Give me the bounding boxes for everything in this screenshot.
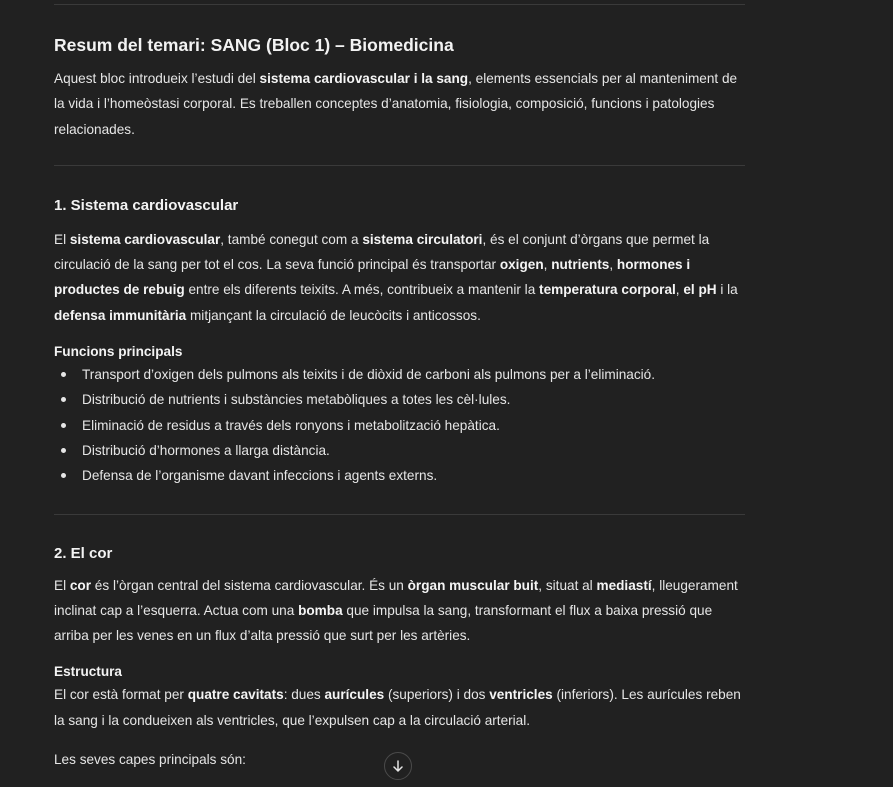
- functions-heading: Funcions principals: [54, 344, 183, 360]
- bold-text: sistema circulatori: [362, 231, 483, 247]
- bold-text: aurícules: [324, 687, 385, 703]
- section-heading-cardiovascular: 1. Sistema cardiovascular: [54, 196, 239, 214]
- structure-paragraph: [54, 682, 745, 733]
- text-run: (inferiors). Les aurícules reben la sang i la condueixen als ventricles, que l’expulsen cap a la circulació arterial.: [54, 687, 741, 728]
- bold-text: cor: [69, 577, 92, 593]
- list-item: Distribució d’hormones a llarga distància.: [54, 438, 745, 463]
- text-run: El: [54, 231, 70, 247]
- text-run: ,: [543, 257, 552, 273]
- section-heading-heart: 2. El cor: [54, 544, 113, 562]
- bold-text: òrgan muscular buit: [407, 577, 539, 593]
- bold-text: ventricles: [489, 687, 553, 703]
- text-run: , lleugerament inclinat cap a l’esquerra. Actua com una: [54, 577, 738, 618]
- bold-text: mediastí: [596, 577, 652, 593]
- structure-heading: Estructura: [54, 664, 122, 680]
- divider: [54, 514, 745, 515]
- text-run: i la: [716, 282, 738, 298]
- functions-list: [54, 362, 745, 488]
- bold-text: temperatura corporal: [539, 282, 676, 298]
- bold-text: quatre cavitats: [187, 687, 284, 703]
- text-run: que impulsa la sang, transformant el flux a baixa pressió que arriba per les venes en un flux d’alta pressió que surt per les artèries.: [54, 602, 713, 644]
- text-run: (superiors) i dos: [384, 687, 490, 703]
- bold-text: nutrients: [551, 257, 610, 273]
- text-run: : dues: [283, 687, 325, 703]
- list-item: Transport d’oxigen dels pulmons als teixits i de diòxid de carboni als pulmons per a l’eliminació.: [54, 362, 745, 387]
- text-run: Aquest bloc introdueix l’estudi del: [54, 71, 260, 86]
- bold-text: oxigen: [499, 257, 544, 273]
- scroll-to-bottom-button[interactable]: [384, 752, 412, 780]
- layers-intro: Les seves capes principals són:: [54, 752, 246, 768]
- cardiovascular-paragraph: [54, 227, 745, 328]
- list-item: Defensa de l’organisme davant infeccions i agents externs.: [54, 463, 745, 488]
- divider: [54, 165, 745, 166]
- divider: [54, 4, 745, 5]
- text-run: ,: [609, 257, 617, 273]
- bold-text: sistema cardiovascular i la sang: [259, 71, 469, 86]
- text-run: , elements essencials per al manteniment de la vida i l’homeòstasi corporal. Es treballen conceptes d’anatomia, fisiologia, composició, funcions i patologies relacionades.: [54, 71, 738, 137]
- text-run: El cor està format per: [54, 687, 188, 703]
- text-run: , situat al: [538, 577, 597, 593]
- bold-text: hormones i productes de rebuig: [54, 257, 691, 298]
- assistant-message: [54, 0, 745, 772]
- text-run: entre els diferents teixits. A més, contribueix a mantenir la: [184, 282, 540, 298]
- bold-text: sistema cardiovascular: [69, 231, 221, 247]
- list-item: Distribució de nutrients i substàncies metabòliques a totes les cèl·lules.: [54, 387, 745, 412]
- bold-text: bomba: [298, 602, 343, 618]
- text-run: és l’òrgan central del sistema cardiovascular. És un: [91, 577, 408, 593]
- bold-text: el pH: [683, 282, 717, 298]
- text-run: mitjançant la circulació de leucòcits i anticossos.: [186, 307, 481, 323]
- text-run: , és el conjunt d’òrgans que permet la circulació de la sang per tot el cos. La seva funció principal és transportar: [54, 231, 710, 273]
- text-run: El: [54, 577, 70, 593]
- heart-paragraph: [54, 573, 745, 649]
- text-run: , també conegut com a: [220, 231, 363, 247]
- arrow-down-icon: [391, 759, 405, 773]
- bold-text: defensa immunitària: [54, 307, 187, 323]
- page-title: Resum del temari: SANG (Bloc 1) – Biomedicina: [54, 35, 454, 55]
- list-item: Eliminació de residus a través dels ronyons i metabolització hepàtica.: [54, 413, 745, 438]
- text-run: ,: [675, 282, 684, 298]
- intro-paragraph: [54, 66, 745, 142]
